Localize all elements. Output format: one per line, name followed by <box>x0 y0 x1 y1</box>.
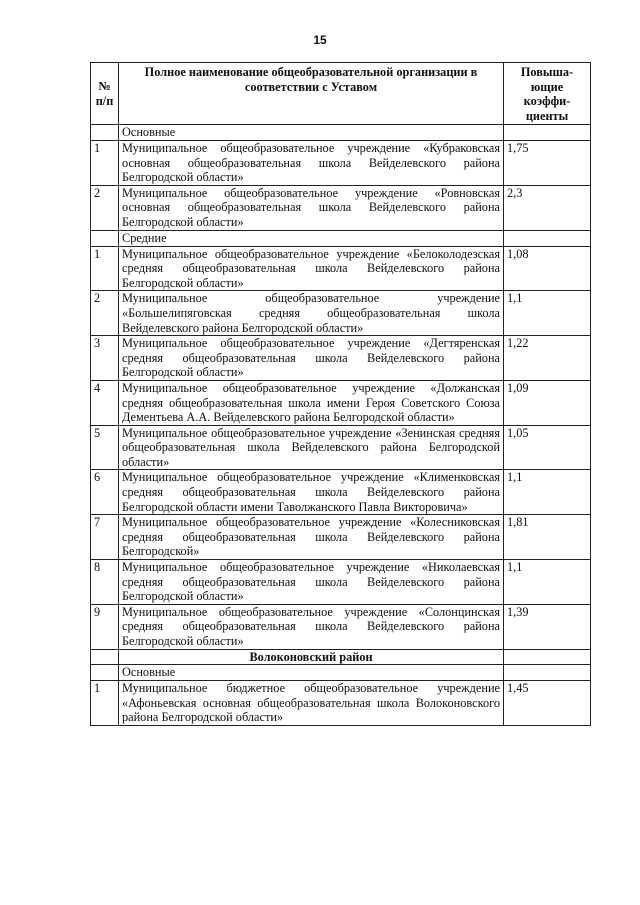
organization-name: Муниципальное общеобразовательное учреждение «Николаевская средняя общеобразовательная школа Вейделевского района Белгородской области» <box>119 560 504 605</box>
table-row <box>91 141 591 186</box>
coefficient-value: 1,05 <box>504 425 591 470</box>
empty-cell <box>91 125 119 141</box>
coefficient-value: 1,1 <box>504 560 591 605</box>
row-number: 6 <box>91 470 119 515</box>
row-number: 7 <box>91 515 119 560</box>
empty-cell <box>91 649 119 665</box>
table-row <box>91 604 591 649</box>
group-label: Основные <box>119 665 504 681</box>
row-number: 1 <box>91 246 119 291</box>
table-row <box>91 425 591 470</box>
group-label: Средние <box>119 230 504 246</box>
coefficient-value: 1,1 <box>504 470 591 515</box>
coefficient-value: 1,1 <box>504 291 591 336</box>
row-number: 1 <box>91 681 119 726</box>
organization-name: Муниципальное бюджетное общеобразовательное учреждение «Афоньевская основная общеобразовательная школа Волоконовского района Белгородской области» <box>119 681 504 726</box>
table-row <box>91 246 591 291</box>
table-row <box>91 681 591 726</box>
row-number: 2 <box>91 185 119 230</box>
organization-name: Муниципальное общеобразовательное учреждение «Клименковская средняя общеобразовательная школа Вейделевского района Белгородской области имени Таволжанского Павла Викторовича» <box>119 470 504 515</box>
group-heading-row <box>91 125 591 141</box>
organization-name: Муниципальное общеобразовательное учреждение «Солонцинская средняя общеобразовательная школа Вейделевского района Белгородской области» <box>119 604 504 649</box>
table-row <box>91 470 591 515</box>
table-row <box>91 185 591 230</box>
table-row <box>91 380 591 425</box>
group-label: Основные <box>119 125 504 141</box>
empty-cell <box>91 230 119 246</box>
coefficient-value: 1,22 <box>504 336 591 381</box>
organization-name: Муниципальное общеобразовательное учреждение «Колесниковская средняя общеобразовательная школа Вейделевского района Белгородской» <box>119 515 504 560</box>
table-body <box>91 125 591 726</box>
coefficient-value: 1,45 <box>504 681 591 726</box>
row-number: 8 <box>91 560 119 605</box>
row-number: 3 <box>91 336 119 381</box>
empty-cell <box>504 649 591 665</box>
row-number: 2 <box>91 291 119 336</box>
organization-name: Муниципальное общеобразовательное учреждение «Большелипяговская средняя общеобразовательная школа Вейделевского района Белгородской области» <box>119 291 504 336</box>
table-row <box>91 336 591 381</box>
schools-coefficient-table <box>90 62 591 726</box>
group-heading-row <box>91 665 591 681</box>
row-number: 1 <box>91 141 119 186</box>
organization-name: Муниципальное общеобразовательное учреждение «Должанская средняя общеобразовательная школа имени Героя Советского Союза Дементьева А.А. Вейделевского района Белгородской области» <box>119 380 504 425</box>
empty-cell <box>504 665 591 681</box>
coefficient-value: 1,09 <box>504 380 591 425</box>
coefficient-value: 1,81 <box>504 515 591 560</box>
district-heading-row <box>91 649 591 665</box>
empty-cell <box>504 230 591 246</box>
table-row <box>91 560 591 605</box>
district-name: Волоконовский район <box>119 649 504 665</box>
table-row <box>91 515 591 560</box>
header-coefficient: Повыша-ющие коэффи-циенты <box>504 63 591 125</box>
organization-name: Муниципальное общеобразовательное учреждение «Белоколодезская средняя общеобразовательная школа Вейделевского района Белгородской области» <box>119 246 504 291</box>
coefficient-value: 2,3 <box>504 185 591 230</box>
organization-name: Муниципальное общеобразовательное учреждение «Зенинская средняя общеобразовательная школа Вейделевского района Белгородской области» <box>119 425 504 470</box>
organization-name: Муниципальное общеобразовательное учреждение «Кубраковская основная общеобразовательная школа Вейделевского района Белгородской области» <box>119 141 504 186</box>
row-number: 5 <box>91 425 119 470</box>
page-number: 15 <box>313 33 327 47</box>
header-number: № п/п <box>91 63 119 125</box>
coefficient-value: 1,39 <box>504 604 591 649</box>
coefficient-value: 1,75 <box>504 141 591 186</box>
empty-cell <box>91 665 119 681</box>
empty-cell <box>504 125 591 141</box>
table-header-row <box>91 63 591 125</box>
group-heading-row <box>91 230 591 246</box>
table-row <box>91 291 591 336</box>
row-number: 9 <box>91 604 119 649</box>
header-organization-name: Полное наименование общеобразовательной организации в соответствии с Уставом <box>119 63 504 125</box>
row-number: 4 <box>91 380 119 425</box>
organization-name: Муниципальное общеобразовательное учреждение «Ровновская основная общеобразовательная школа Вейделевского района Белгородской области» <box>119 185 504 230</box>
organization-name: Муниципальное общеобразовательное учреждение «Дегтяренская средняя общеобразовательная школа Вейделевского района Белгородской области» <box>119 336 504 381</box>
coefficient-value: 1,08 <box>504 246 591 291</box>
